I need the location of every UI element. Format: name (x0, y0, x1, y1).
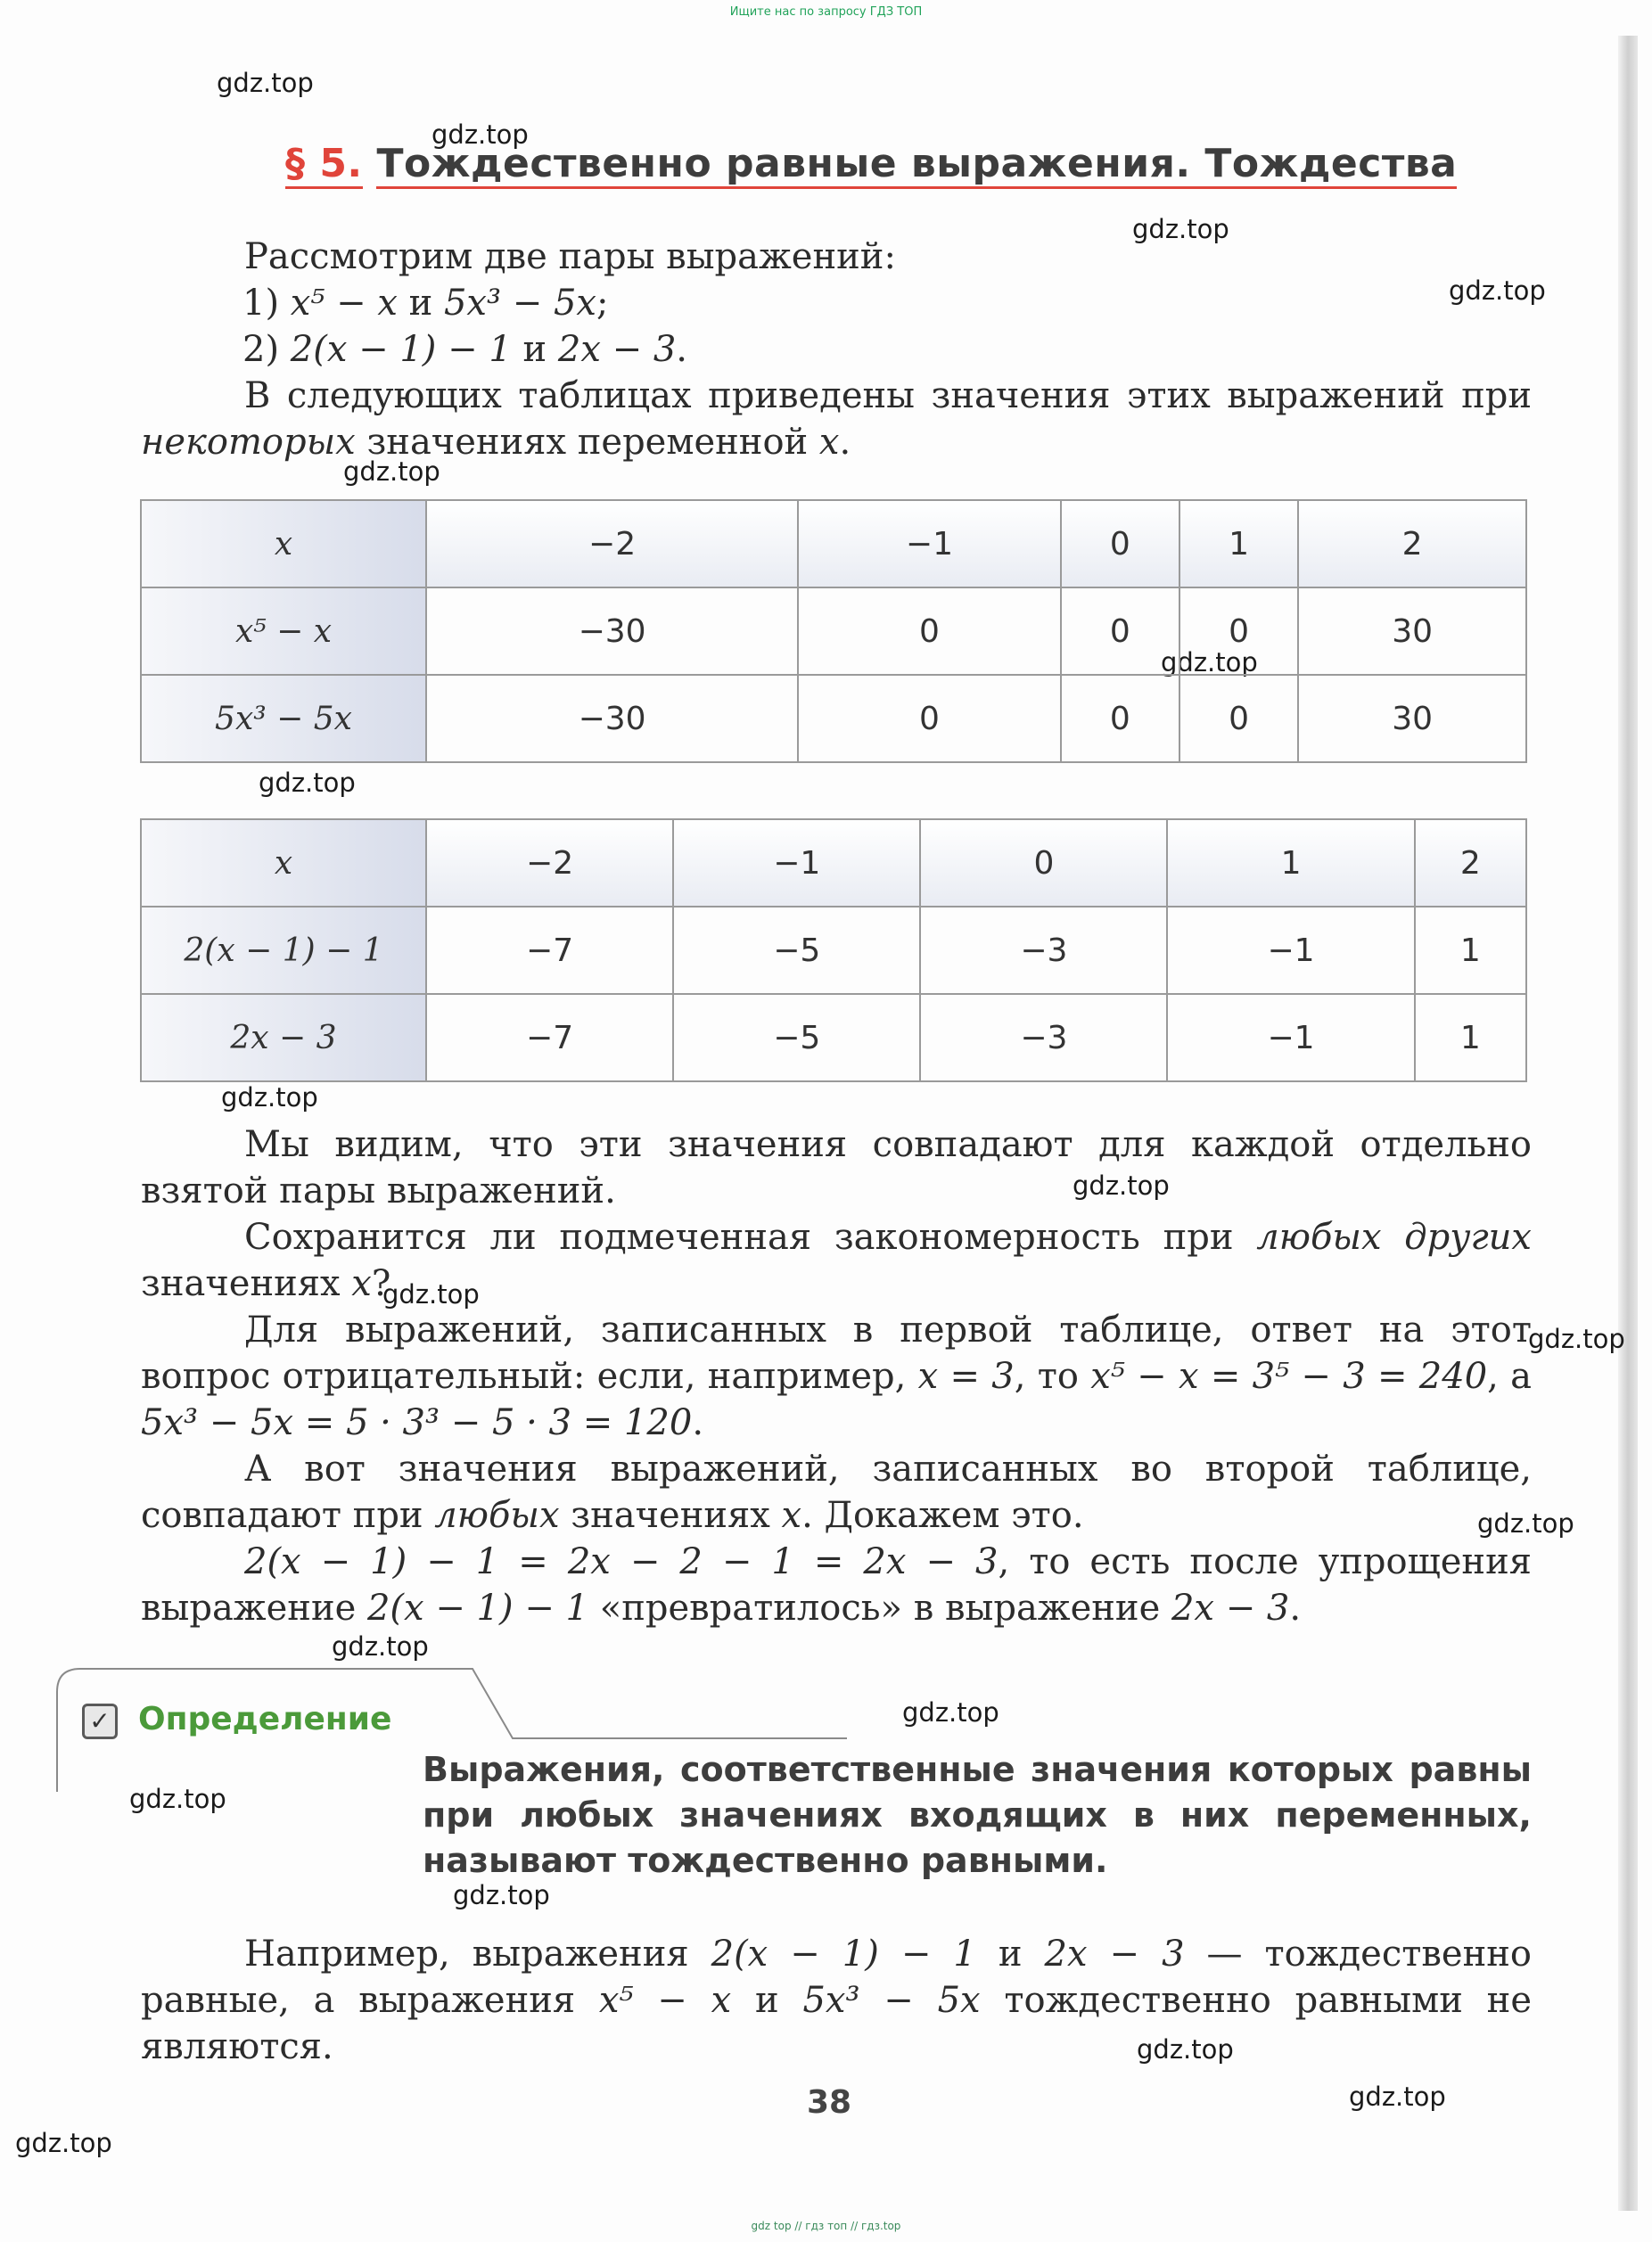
table-header-cell: −2 (426, 500, 798, 587)
emphasis: любых (434, 1495, 560, 1536)
table-cell: 30 (1298, 587, 1526, 675)
table-header-cell: 2 (1298, 500, 1526, 587)
text-run: тождественно равными не являются. (141, 1980, 1532, 2067)
pair-number: 2) (242, 329, 291, 370)
paragraph-5 (141, 1539, 1532, 1631)
math-expression: 5x³ − 5x = 5 · 3³ − 5 · 3 = 120 (141, 1402, 693, 1443)
table-cell: 0 (1061, 587, 1179, 675)
table-header-cell: −2 (426, 819, 673, 907)
table-header-row (141, 500, 1526, 587)
watermark: gdz.top (217, 68, 314, 98)
math-expression: 2x − 3 (1044, 1934, 1185, 1975)
math-expression: 2x − 3 (557, 329, 677, 370)
math-variable: x (781, 1495, 802, 1536)
intro-text: Рассмотрим две пары выражений: (244, 236, 896, 277)
footer-note: gdz top // гдз топ // гдз.top (751, 2220, 901, 2232)
table-header-cell: 0 (920, 819, 1167, 907)
watermark: gdz.top (259, 768, 356, 798)
table-header-cell: 2 (1415, 819, 1526, 907)
table-header-cell: x (141, 500, 426, 587)
table-cell: 1 (1415, 907, 1526, 994)
watermark: gdz.top (1528, 1324, 1625, 1354)
pair-2 (242, 326, 687, 373)
definition-text: Выражения, соответственные значения которых равны при любых значениях входящих в них переменных, называют тождественно равными. (423, 1750, 1532, 1880)
section-title (285, 141, 1457, 186)
watermark: gdz.top (343, 456, 440, 487)
watermark: gdz.top (1073, 1170, 1170, 1201)
text-run: . (1289, 1588, 1302, 1629)
table-row (141, 907, 1526, 994)
math-expression: 2(x − 1) − 1 = 2x − 2 − 1 = 2x − 3 (244, 1541, 999, 1582)
text-run: и (397, 283, 444, 324)
watermark: gdz.top (431, 119, 529, 150)
row-label: x⁵ − x (141, 587, 426, 675)
watermark: gdz.top (1137, 2034, 1234, 2065)
row-label: 2x − 3 (141, 994, 426, 1081)
math-expression: 5x³ − 5x (802, 1980, 981, 2021)
watermark: gdz.top (221, 1082, 318, 1113)
checkmark-icon: ✓ (82, 1704, 118, 1739)
table-row (141, 587, 1526, 675)
table-row (141, 994, 1526, 1081)
table-cell: −1 (1167, 994, 1414, 1081)
table-cell: −7 (426, 994, 673, 1081)
text-run: , то есть после упрощения выражение (141, 1541, 1532, 1629)
text-run: значениях переменной (355, 422, 819, 463)
math-variable: x (818, 422, 840, 463)
watermark: gdz.top (332, 1631, 429, 1662)
watermark: gdz.top (15, 2128, 112, 2158)
table-cell: −7 (426, 907, 673, 994)
page-number: 38 (807, 2084, 852, 2121)
table-cell: −5 (673, 907, 920, 994)
table-cell: 30 (1298, 675, 1526, 762)
pair-1 (242, 280, 608, 326)
text-run: и (511, 329, 558, 370)
table-header-cell: −1 (798, 500, 1061, 587)
text-run: и (731, 1980, 803, 2021)
page-gutter-shadow (1618, 36, 1638, 2211)
math-expression: x = 3 (917, 1356, 1015, 1397)
table-cell: 0 (1061, 675, 1179, 762)
section-heading: Тождественно равные выражения. Тождества (376, 141, 1457, 189)
text-run: , то (1014, 1356, 1091, 1397)
table-cell: −30 (426, 587, 798, 675)
table-row (141, 675, 1526, 762)
text-run: . (839, 422, 851, 463)
header-note: Ищите нас по запросу ГДЗ ТОП (729, 5, 923, 19)
math-expression: 2(x − 1) − 1 (366, 1588, 588, 1629)
table-cell: −30 (426, 675, 798, 762)
table-cell: 0 (1179, 587, 1298, 675)
math-expression: 2x − 3 (1171, 1588, 1290, 1629)
paragraph-3 (141, 1307, 1532, 1446)
text-run: А вот значения выражений, записанных во второй таблице, совпадают при (141, 1449, 1532, 1536)
table-header-cell: 1 (1179, 500, 1298, 587)
table-cell: 0 (1179, 675, 1298, 762)
paragraph-1: Мы видим, что эти значения совпадают для каждой отдельно взятой пары выражений. (141, 1124, 1532, 1211)
text-run: значениях (141, 1263, 352, 1304)
text-run: Сохранится ли подмеченная закономерность при (244, 1217, 1257, 1258)
text-run: — тождественно равные, а выражения (141, 1934, 1532, 2021)
values-table-2 (140, 818, 1527, 1082)
math-variable: x (351, 1263, 372, 1304)
math-expression: x⁵ − x = 3⁵ − 3 = 240 (1090, 1356, 1488, 1397)
example-text (141, 1931, 1532, 2070)
table-cell: −3 (920, 907, 1167, 994)
paragraph-4 (141, 1446, 1532, 1539)
math-expression: 2(x − 1) − 1 (290, 329, 512, 370)
math-expression: x⁵ − x (598, 1980, 732, 2021)
text-run: . (692, 1402, 704, 1443)
emphasis: некоторых (141, 422, 356, 463)
watermark: gdz.top (902, 1697, 999, 1728)
table-header-cell: −1 (673, 819, 920, 907)
table-header-cell: 1 (1167, 819, 1414, 907)
watermark: gdz.top (453, 1880, 550, 1910)
math-expression: 2(x − 1) − 1 (711, 1934, 976, 1975)
section-number: § 5. (285, 141, 363, 189)
watermark: gdz.top (382, 1279, 480, 1310)
text-run: и (975, 1934, 1045, 1975)
table-header-row (141, 819, 1526, 907)
watermark: gdz.top (129, 1784, 226, 1814)
table-cell: −3 (920, 994, 1167, 1081)
table-cell: −1 (1167, 907, 1414, 994)
table-cell: 0 (798, 675, 1061, 762)
pair-number: 1) (242, 283, 291, 324)
text-run: . (676, 329, 688, 370)
text-run: значениях (559, 1495, 782, 1536)
table-cell: 0 (798, 587, 1061, 675)
watermark: gdz.top (1477, 1508, 1574, 1539)
row-label: 5x³ − 5x (141, 675, 426, 762)
text-run: , а (1487, 1356, 1533, 1397)
table-header-cell: 0 (1061, 500, 1179, 587)
watermark: gdz.top (1449, 275, 1546, 306)
text-run: «превратилось» в выражение (588, 1588, 1171, 1629)
text-run: Для выражений, записанных в первой таблице, ответ на этот вопрос отрицательный: если, например, (141, 1310, 1532, 1397)
math-expression: 5x³ − 5x (443, 283, 596, 324)
table-header-cell: x (141, 819, 426, 907)
text-run: ; (596, 283, 609, 324)
text-run: ? (371, 1263, 391, 1304)
table-cell: −5 (673, 994, 920, 1081)
text-run: . Докажем это. (801, 1495, 1084, 1536)
text-run: В следующих таблицах приведены значения этих выражений при (244, 375, 1532, 416)
watermark: gdz.top (1161, 647, 1258, 678)
tables-intro (141, 373, 1532, 465)
table-cell: 1 (1415, 994, 1526, 1081)
text-run: Например, выражения (244, 1934, 711, 1975)
emphasis: любых других (1256, 1217, 1532, 1258)
watermark: gdz.top (1349, 2082, 1446, 2112)
watermark: gdz.top (1132, 214, 1229, 244)
paragraph-2 (141, 1214, 1532, 1307)
math-expression: x⁵ − x (290, 283, 398, 324)
row-label: 2(x − 1) − 1 (141, 907, 426, 994)
values-table-1 (140, 499, 1527, 763)
definition-label: Определение (138, 1701, 392, 1737)
